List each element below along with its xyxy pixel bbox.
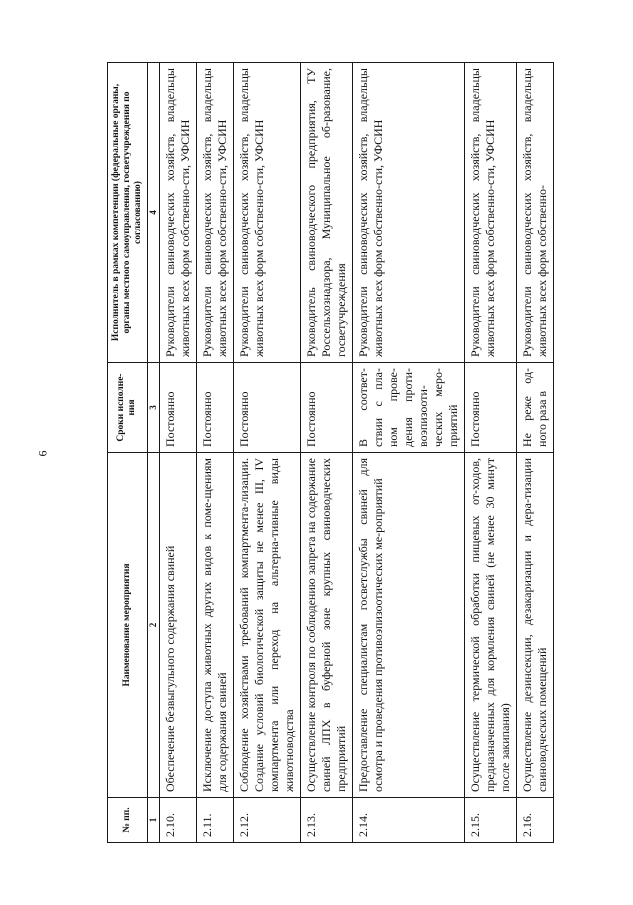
column-number: 2 (147, 453, 159, 798)
row-executor: Руководители свиноводческих хозяйств, владельцы животных всех форм собственно-сти, УФСИН (233, 63, 300, 363)
row-executor: Руководители свиноводческих хозяйств, владельцы животных всех форм собственно-сти, УФСИН (196, 63, 233, 363)
row-term: Постоянно (300, 363, 352, 453)
column-number: 4 (147, 63, 159, 363)
table-row (159, 63, 196, 843)
row-num: 2.14. (352, 798, 464, 843)
table-row (464, 63, 516, 843)
table-row (233, 63, 300, 843)
row-name: Осуществление термической обработки пищевых от-ходов, предназначенных для кормления свиней (не менее 30 минут после закипания) (464, 453, 516, 798)
row-executor: Руководители свиноводческих хозяйств, владельцы животных всех форм собственно-сти, УФСИН (352, 63, 464, 363)
row-executor: Руководители свиноводческих хозяйств, владельцы животных всех форм собственно-сти, УФСИН (464, 63, 516, 363)
row-term: Не реже од-ного раза в (516, 363, 553, 453)
table-row (300, 63, 352, 843)
row-num: 2.15. (464, 798, 516, 843)
header-num: № пп. (108, 798, 148, 843)
table-row (196, 63, 233, 843)
row-num: 2.10. (159, 798, 196, 843)
page-number: 6 (35, 450, 50, 457)
header-term: Сроки исполне-ния (108, 363, 148, 453)
row-term: Постоянно (159, 363, 196, 453)
row-executor: Руководитель свиноводческого предприятия, ТУ Россельхознадзора, Муниципальное об-разование, госветучреждения (300, 63, 352, 363)
row-executor: Руководители свиноводческих хозяйств, владельцы животных всех форм собственно- (516, 63, 553, 363)
row-term: Постоянно (196, 363, 233, 453)
row-name: Предоставление специалистам госветслужбы свиней для осмотра и проведения противоэпизоотических ме-роприятий (352, 453, 464, 798)
row-name: Соблюдение хозяйствами требований компартмента-лизации. Создание условий биологической защиты не менее III, IV компартмента или переход на альтерна-тивные виды животноводства (233, 453, 300, 798)
column-number-row (147, 63, 159, 843)
column-number: 1 (147, 798, 159, 843)
row-term: Постоянно (233, 363, 300, 453)
header-name: Наименование мероприятия (108, 453, 148, 798)
row-name: Исключение доступа животных других видов к поме-щениям для содержания свиней (196, 453, 233, 798)
table-header-row (108, 63, 148, 843)
row-executor: Руководители свиноводческих хозяйств, владельцы животных всех форм собственно-сти, УФСИН (159, 63, 196, 363)
row-num: 2.11. (196, 798, 233, 843)
column-number: 3 (147, 363, 159, 453)
measures-table (107, 62, 554, 843)
row-name: Обеспечение безвыгульного содержания свиней (159, 453, 196, 798)
row-name: Осуществление контроля по соблюдению запрета на содержание свиней ЛПХ в буферной зоне крупных свиноводческих предприятий (300, 453, 352, 798)
rotated-table-container (107, 63, 607, 843)
table-row (516, 63, 553, 843)
row-name: Осуществление дезинсекции, дезакаризации и дера-тизации свиноводческих помещений (516, 453, 553, 798)
row-num: 2.13. (300, 798, 352, 843)
header-executor: Исполнитель в рамках компетенции (федеральные органы, органы местного самоуправления, госветучреждения по согласованию) (108, 63, 148, 363)
row-num: 2.16. (516, 798, 553, 843)
table-row (352, 63, 464, 843)
row-term: В соответ-ствии с пла-ном прове-дения проти-воэпизооти-ческих меро-приятий (352, 363, 464, 453)
row-num: 2.12. (233, 798, 300, 843)
row-term: Постоянно (464, 363, 516, 453)
